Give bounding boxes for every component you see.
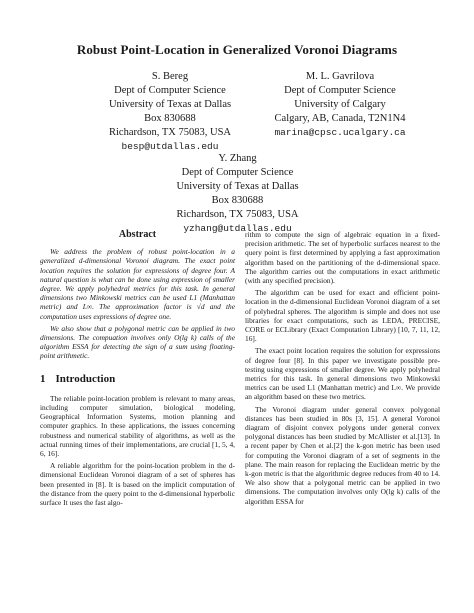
abstract-paragraph: We address the problem of robust point-location in a generalized d-dimensional Voronoi diagram. The exact point location requires the solution for expressions of degree four. A natural question is what can be done using expression of smaller degree. We apply polyhedral metrics for this task. In general dimensions two Minkowski metrics can be used L1 (Manhattan metric) and L∞. The approximation factor is √d and the computation uses expressions of degree one. bbox=[40, 247, 235, 321]
author-email: marina@cpsc.ucalgary.ca bbox=[274, 127, 406, 138]
author-box: Box 830688 bbox=[144, 113, 196, 124]
author-block-gavrilova bbox=[255, 70, 425, 140]
body-paragraph: The Voronoi diagram under general convex polygonal distances has been studied in 80s [3, 15]. A general Voronoi diagram of disjoint convex polygons under general convex polygonal distances has been studied by McAllister et al.[13]. In a recent paper by Chen et al.[2] the k-gon metric has been used for computing the Voronoi diagram of a set of segments in the plane. The main reason for replacing the Euclidean metric by the k-gon metric is that the algorithmic degree reduces from 40 to 14. We also show that a polygonal metric can be applied in two dimensions. The computation involves only O(lg k) calls of the algorithm ESSA for bbox=[245, 404, 440, 506]
right-column bbox=[245, 230, 440, 506]
author-dept: Dept of Computer Science bbox=[181, 167, 294, 178]
author-city: Calgary, AB, Canada, T2N1N4 bbox=[274, 113, 406, 124]
body-paragraph: The reliable point-location problem is relevant to many areas, including computer simulation, biological modeling, Geographical Information Systems, motion planning and computer graphics. In these applications, the issues concerning robustness and numerical stability of algorithms, as well as the actual running times of their implementations, are crucial [1, 5, 4, 6, 16]. bbox=[40, 393, 235, 459]
author-city: Richardson, TX 75083, USA bbox=[176, 209, 299, 220]
section-heading bbox=[40, 372, 235, 385]
abstract-paragraph: We also show that a polygonal metric can be applied in two dimensions. The compuation involves only O(lg k) calls of the algorithm ESSA for detecting the sign of a sum using floating-point arithmetic. bbox=[40, 323, 235, 361]
author-city: Richardson, TX 75083, USA bbox=[108, 127, 231, 138]
author-name: M. L. Gavrilova bbox=[305, 71, 375, 82]
author-name: S. Bereg bbox=[151, 71, 189, 82]
author-email: yzhang@utdallas.edu bbox=[183, 223, 292, 234]
author-block-bereg bbox=[95, 70, 245, 154]
body-paragraph: The algorithm can be used for exact and efficient point-location in the d-dimensional Euclidean Voronoi diagram of a set of polyhedral spheres. The algorithm is simple and does not use libraries for exact computations, such as LEDA, PRECISE, CORE or ECLibrary (Exact Computation Library) [10, 7, 11, 12, 16]. bbox=[245, 288, 440, 344]
author-dept: Dept of Computer Science bbox=[114, 85, 226, 96]
author-university: University of Texas at Dallas bbox=[108, 99, 232, 110]
author-box: Box 830688 bbox=[211, 195, 264, 206]
paper-title: Robust Point-Location in Generalized Voronoi Diagrams bbox=[76, 42, 398, 57]
author-university: University of Calgary bbox=[294, 99, 386, 110]
section-title: Introduction bbox=[55, 372, 116, 385]
left-column bbox=[40, 230, 235, 507]
author-university: University of Texas at Dallas bbox=[176, 181, 299, 192]
body-paragraph: The exact point location requires the solution for expressions of degree four [8]. In this paper we investigate possible pre-testing using expressions of smaller degree. We apply polyhedral metrics for this task. In general dimensions two Minkowski metrics can be used L1 (Manhattan metric) and L∞. We provide an algorithm based on these two metrics. bbox=[245, 346, 440, 402]
author-block-zhang bbox=[155, 152, 320, 236]
author-email: besp@utdallas.edu bbox=[121, 141, 219, 152]
body-paragraph: A reliable algorithm for the point-location problem in the d-dimensional Euclidean Voronoi diagram of a set of spheres has been presented in [8]. It is based on the implicit computation of the distance from the query point to the d-dimensional hyperbolic surface It uses the fast algo- bbox=[40, 461, 235, 508]
section-number: 1 bbox=[40, 372, 46, 385]
author-name: Y. Zhang bbox=[218, 153, 257, 164]
abstract-heading: Abstract bbox=[118, 229, 157, 240]
body-paragraph: rithm to compute the sign of algebraic equation in a fixed-precision arithmetic. The set of hyperbolic surfaces nearest to the query point is first determined by applying a fast approximation algorithm based on the partitioning of the d-dimensional space. The algorithm carries out the computations in exact arithmetic (with any specified precision). bbox=[245, 230, 440, 286]
author-dept: Dept of Computer Science bbox=[284, 85, 396, 96]
